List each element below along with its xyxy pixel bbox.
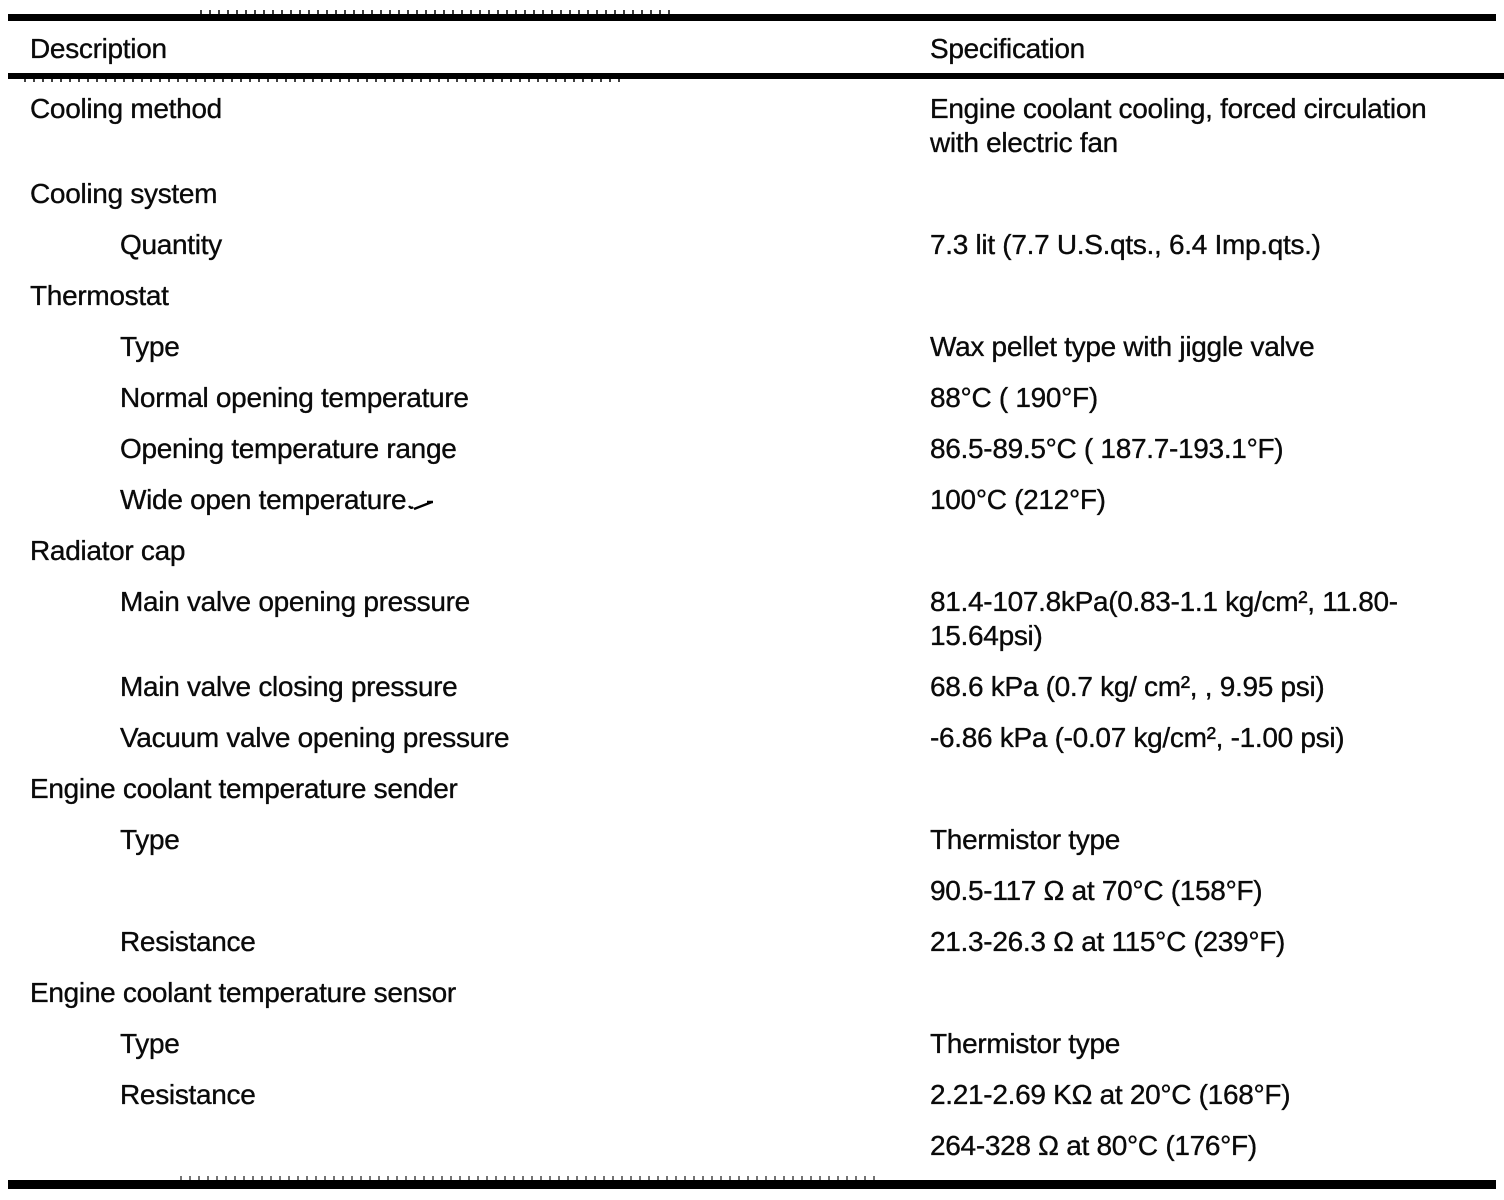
row-label <box>0 330 930 364</box>
row-label <box>0 1027 930 1061</box>
spec-value-line: 7.3 lit (7.7 U.S.qts., 6.4 Imp.qts.) <box>930 229 1321 260</box>
row-label-text: Resistance <box>120 926 256 957</box>
row-spec <box>930 670 1504 704</box>
row-label <box>0 1078 930 1112</box>
row-spec <box>930 721 1504 755</box>
table-row <box>0 1129 1504 1163</box>
row-spec <box>930 228 1504 262</box>
row-label <box>0 772 930 806</box>
spec-table-body <box>0 79 1504 1163</box>
row-label <box>0 177 930 211</box>
row-label-text: Quantity <box>120 229 222 260</box>
table-row <box>0 670 1504 704</box>
spec-value-line: 88°C ( 190°F) <box>930 382 1098 413</box>
row-label <box>0 534 930 568</box>
row-label-text: Thermostat <box>30 280 169 311</box>
spec-value-line: Wax pellet type with jiggle valve <box>930 331 1315 362</box>
table-row <box>0 279 1504 313</box>
row-label-text: Vacuum valve opening pressure <box>120 722 510 753</box>
row-label-text: Normal opening temperature <box>120 382 469 413</box>
spec-value-line: 68.6 kPa (0.7 kg/ cm², , 9.95 psi) <box>930 671 1325 702</box>
row-spec <box>930 772 1504 806</box>
spec-value-line: Thermistor type <box>930 824 1120 855</box>
spec-value-line: with electric fan <box>930 127 1118 158</box>
spec-value-line: 81.4-107.8kPa(0.83-1.1 kg/cm², 11.80- <box>930 586 1398 617</box>
table-row <box>0 1027 1504 1061</box>
row-label <box>0 585 930 619</box>
spec-value-line: -6.86 kPa (-0.07 kg/cm², -1.00 psi) <box>930 722 1345 753</box>
row-label <box>0 823 930 857</box>
table-row <box>0 228 1504 262</box>
table-row <box>0 925 1504 959</box>
row-label-text: Type <box>120 824 180 855</box>
row-spec <box>930 177 1504 211</box>
row-label-text: Opening temperature range <box>120 433 457 464</box>
row-label-text: Radiator cap <box>30 535 186 566</box>
row-spec <box>930 432 1504 466</box>
row-spec <box>930 925 1504 959</box>
row-label-text: Type <box>120 331 180 362</box>
row-label <box>0 670 930 704</box>
row-spec <box>930 92 1504 160</box>
spec-value-line: 21.3-26.3 Ω at 115°C (239°F) <box>930 926 1286 957</box>
table-row <box>0 177 1504 211</box>
row-label <box>0 976 930 1010</box>
row-label <box>0 279 930 313</box>
table-row <box>0 92 1504 160</box>
spec-value-line: 90.5-117 Ω at 70°C (158°F) <box>930 875 1263 906</box>
specification-column-header: Specification <box>930 33 1085 64</box>
row-label-text: Cooling system <box>30 178 218 209</box>
table-top-rule <box>8 14 1496 21</box>
table-row <box>0 585 1504 653</box>
row-label <box>0 483 930 517</box>
row-label <box>0 432 930 466</box>
spec-value-line: 100°C (212°F) <box>930 484 1106 515</box>
row-label-text: Engine coolant temperature sender <box>30 773 458 804</box>
row-label <box>0 925 930 959</box>
spec-value-line: 2.21-2.69 KΩ at 20°C (168°F) <box>930 1079 1291 1110</box>
row-label-text: Main valve opening pressure <box>120 586 470 617</box>
row-spec <box>930 823 1504 857</box>
row-label-text: Main valve closing pressure <box>120 671 458 702</box>
spec-value-line: Thermistor type <box>930 1028 1120 1059</box>
table-row <box>0 483 1504 517</box>
row-spec <box>930 279 1504 313</box>
table-row <box>0 432 1504 466</box>
table-row <box>0 772 1504 806</box>
table-bottom-rule <box>8 1180 1496 1189</box>
row-spec <box>930 1129 1504 1163</box>
spec-value-line: 15.64psi) <box>930 620 1043 651</box>
row-label-text: Resistance <box>120 1079 256 1110</box>
row-spec <box>930 1078 1504 1112</box>
row-spec <box>930 874 1504 908</box>
row-spec <box>930 976 1504 1010</box>
row-label-text: Wide open temperature <box>120 484 407 515</box>
spec-value-line: 86.5-89.5°C ( 187.7-193.1°F) <box>930 433 1284 464</box>
row-spec <box>930 585 1504 653</box>
table-row <box>0 534 1504 568</box>
row-label <box>0 228 930 262</box>
table-row <box>0 874 1504 908</box>
row-spec <box>930 534 1504 568</box>
stray-pen-mark <box>407 497 437 513</box>
row-label <box>0 381 930 415</box>
row-label <box>0 92 930 126</box>
row-label <box>0 721 930 755</box>
row-label-text: Type <box>120 1028 180 1059</box>
description-column-header: Description <box>30 33 167 64</box>
row-spec <box>930 381 1504 415</box>
row-spec <box>930 330 1504 364</box>
table-header-row <box>0 21 1504 73</box>
table-row <box>0 721 1504 755</box>
row-spec <box>930 483 1504 517</box>
spec-value-line: Engine coolant cooling, forced circulation <box>930 93 1427 124</box>
row-label-text: Engine coolant temperature sensor <box>30 977 456 1008</box>
table-row <box>0 381 1504 415</box>
table-row <box>0 823 1504 857</box>
table-row <box>0 1078 1504 1112</box>
table-row <box>0 976 1504 1010</box>
table-row <box>0 330 1504 364</box>
spec-value-line: 264-328 Ω at 80°C (176°F) <box>930 1130 1257 1161</box>
row-spec <box>930 1027 1504 1061</box>
row-label-text: Cooling method <box>30 93 222 124</box>
